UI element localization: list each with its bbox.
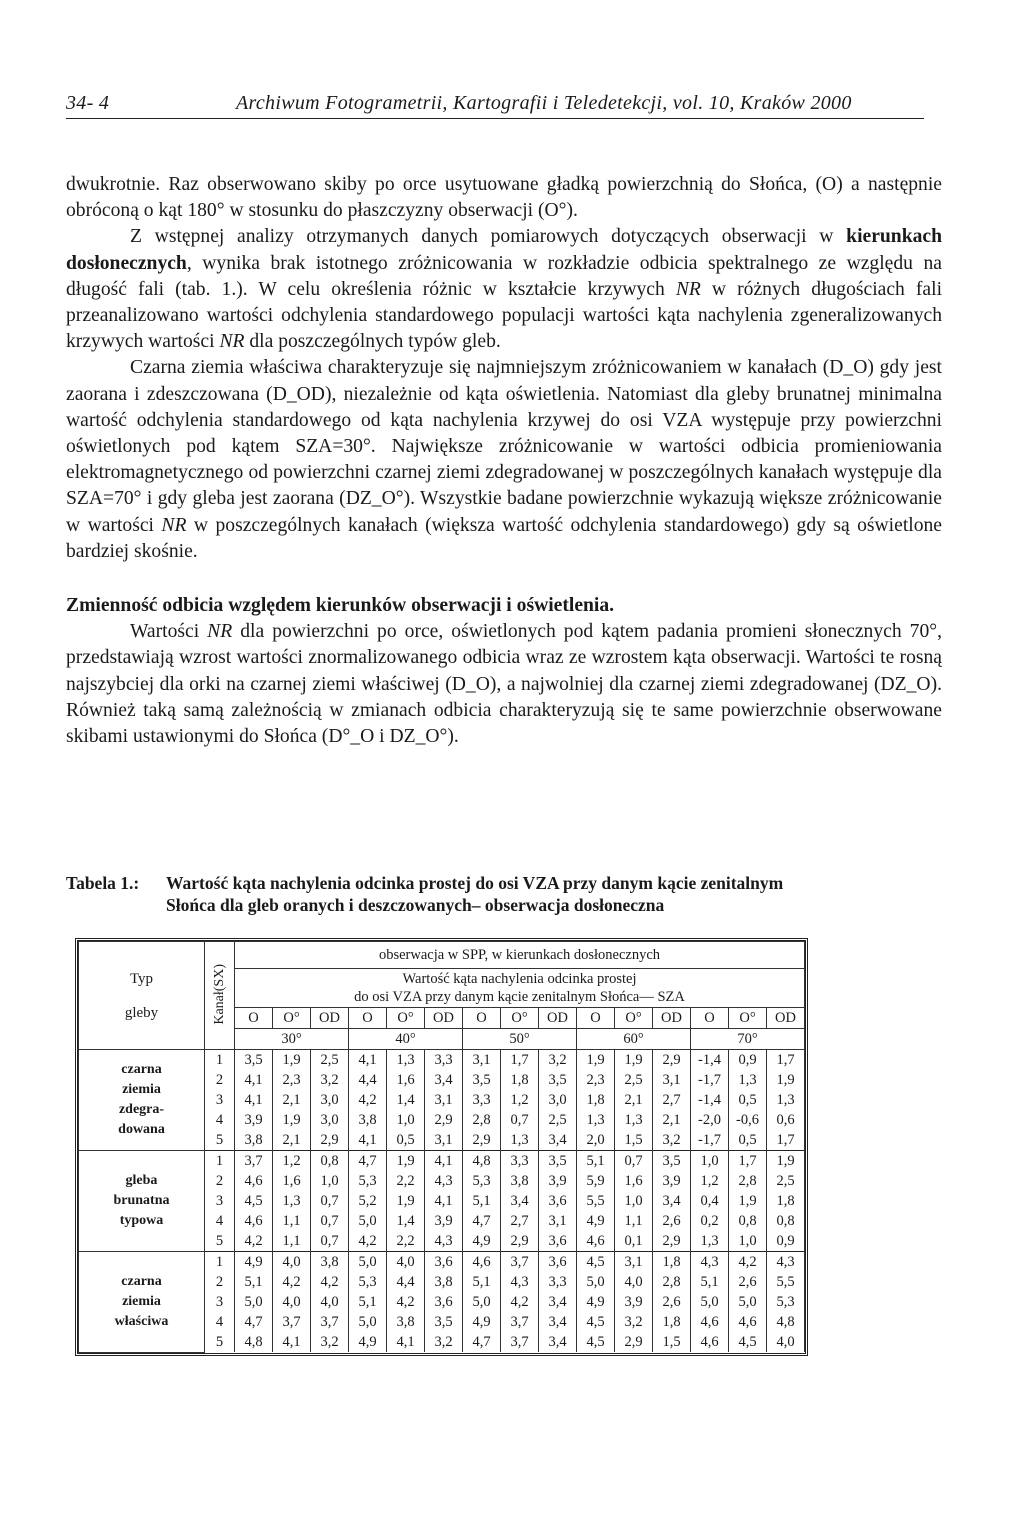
soil-type-line: dowana	[118, 1122, 165, 1137]
kanal-header: Kanał(SX)	[205, 942, 235, 1050]
value-cell: 1,9	[577, 1050, 615, 1071]
value-cell: 1,0	[615, 1191, 653, 1211]
soil-type-cell	[79, 1050, 205, 1151]
value-cell: 1,4	[387, 1090, 425, 1110]
value-cell: 4,9	[349, 1332, 387, 1352]
value-cell: 4,0	[767, 1332, 805, 1352]
value-cell: 2,8	[653, 1272, 691, 1292]
value-cell: 1,0	[691, 1151, 729, 1172]
value-cell: 0,7	[311, 1211, 349, 1231]
value-cell: 1,3	[615, 1110, 653, 1130]
value-cell: 0,7	[615, 1151, 653, 1172]
value-cell: 3,3	[501, 1151, 539, 1172]
value-cell: 4,6	[463, 1252, 501, 1273]
column-label: O°	[729, 1008, 767, 1029]
value-cell: 4,5	[577, 1312, 615, 1332]
value-cell: 4,6	[691, 1332, 729, 1352]
value-cell: 4,5	[729, 1332, 767, 1352]
value-cell: 3,8	[387, 1312, 425, 1332]
soil-type-line: czarna	[121, 1273, 162, 1289]
channel-cell: 4	[205, 1110, 235, 1130]
soil-type-line: właściwa	[114, 1313, 169, 1329]
value-cell: 4,6	[235, 1211, 273, 1231]
value-cell: 1,6	[273, 1171, 311, 1191]
column-label: O	[349, 1008, 387, 1029]
value-cell: 3,4	[539, 1130, 577, 1151]
channel-cell: 4	[205, 1211, 235, 1231]
value-cell: 5,0	[729, 1292, 767, 1312]
value-cell: 3,1	[539, 1211, 577, 1231]
soil-type-line: ziemia	[122, 1293, 161, 1309]
value-cell: 1,1	[273, 1211, 311, 1231]
value-cell: 3,1	[425, 1090, 463, 1110]
value-cell: 2,9	[653, 1231, 691, 1252]
value-cell: 5,0	[349, 1211, 387, 1231]
value-cell: 5,0	[349, 1252, 387, 1273]
value-cell: 3,4	[425, 1070, 463, 1090]
value-cell: 2,7	[653, 1090, 691, 1110]
value-cell: 4,1	[349, 1130, 387, 1151]
value-cell: 3,0	[311, 1090, 349, 1110]
channel-cell: 4	[205, 1312, 235, 1332]
value-cell: 2,6	[653, 1211, 691, 1231]
value-cell: 2,2	[387, 1171, 425, 1191]
value-cell: 4,3	[425, 1171, 463, 1191]
value-cell: 3,3	[539, 1272, 577, 1292]
value-cell: 5,0	[691, 1292, 729, 1312]
value-cell: 5,1	[463, 1272, 501, 1292]
channel-cell: 2	[205, 1272, 235, 1292]
value-cell: -2,0	[691, 1110, 729, 1130]
value-cell: 0,5	[729, 1090, 767, 1110]
value-cell: 3,7	[273, 1312, 311, 1332]
value-cell: 1,0	[387, 1110, 425, 1130]
value-cell: 1,9	[273, 1110, 311, 1130]
value-cell: 1,1	[615, 1211, 653, 1231]
paragraph: Z wstępnej analizy otrzymanych danych pomiarowych dotyczących obserwacji w kierunkach dosłonecznych, wynika brak istotnego zróżnicowania w rozkładzie odbicia spektralnego ze względu na długość fali (tab. 1.). W celu określenia różnic w kształcie krzywych NR w różnych długościach fali przeanalizowano wartości odchylenia standardowego populacji wartości kąta nachylenia zgeneralizowanych krzywych wartości NR dla poszczególnych typów gleb.	[66, 226, 943, 353]
value-cell: 5,5	[577, 1191, 615, 1211]
value-cell: 4,3	[501, 1272, 539, 1292]
value-cell: 5,3	[349, 1171, 387, 1191]
value-cell: 1,2	[501, 1090, 539, 1110]
value-cell: 4,3	[691, 1252, 729, 1273]
value-cell: 4,0	[311, 1292, 349, 1312]
value-cell: 4,9	[235, 1252, 273, 1273]
soil-type-line: brunatna	[113, 1193, 170, 1208]
value-cell: 1,7	[501, 1050, 539, 1071]
value-cell: 5,9	[577, 1171, 615, 1191]
value-cell: 4,5	[235, 1191, 273, 1211]
channel-cell: 3	[205, 1090, 235, 1110]
value-cell: 3,6	[539, 1252, 577, 1273]
channel-cell: 5	[205, 1130, 235, 1151]
value-cell: 1,7	[729, 1151, 767, 1172]
channel-cell: 3	[205, 1292, 235, 1312]
value-cell: 3,9	[235, 1110, 273, 1130]
value-cell: 4,6	[729, 1312, 767, 1332]
channel-cell: 1	[205, 1252, 235, 1273]
value-cell: 4,0	[273, 1252, 311, 1273]
top-header: obserwacja w SPP, w kierunkach dosłonecznych	[235, 942, 805, 969]
body-text	[66, 172, 942, 750]
channel-cell: 2	[205, 1171, 235, 1191]
caption-line: Słońca dla gleb oranych i deszczowanych– obserwacja dosłoneczna	[166, 895, 665, 915]
value-cell: 4,9	[463, 1231, 501, 1252]
column-label: OD	[653, 1008, 691, 1029]
value-cell: 0,7	[311, 1231, 349, 1252]
value-cell: 4,2	[349, 1090, 387, 1110]
value-cell: 2,8	[463, 1110, 501, 1130]
value-cell: 4,1	[235, 1090, 273, 1110]
data-table-frame	[75, 938, 808, 1356]
value-cell: 3,4	[539, 1312, 577, 1332]
value-cell: 5,0	[463, 1292, 501, 1312]
value-cell: 1,8	[653, 1312, 691, 1332]
value-cell: 1,3	[729, 1070, 767, 1090]
angle-label: 70°	[691, 1029, 805, 1050]
value-cell: 1,5	[653, 1332, 691, 1352]
value-cell: 4,3	[767, 1252, 805, 1273]
value-cell: 3,5	[539, 1070, 577, 1090]
channel-cell: 5	[205, 1231, 235, 1252]
value-cell: 4,2	[273, 1272, 311, 1292]
soil-type-line: typowa	[119, 1213, 164, 1228]
value-cell: 5,1	[691, 1272, 729, 1292]
value-cell: 4,7	[235, 1312, 273, 1332]
value-cell: 3,6	[539, 1231, 577, 1252]
value-cell: 1,9	[273, 1050, 311, 1071]
value-cell: 1,9	[767, 1151, 805, 1172]
value-cell: 5,1	[463, 1191, 501, 1211]
value-cell: 4,7	[463, 1332, 501, 1352]
soil-type-line: gleba	[125, 1173, 158, 1188]
value-cell: 0,2	[691, 1211, 729, 1231]
column-label: O	[463, 1008, 501, 1029]
angle-label: 50°	[463, 1029, 577, 1050]
paragraph: dwukrotnie. Raz obserwowano skiby po orce usytuowane gładką powierzchnią do Słońca, (O) a następnie obróconą o kąt 180° w stosunku do płaszczyzny obserwacji (O°).	[66, 174, 942, 222]
value-cell: 2,5	[767, 1171, 805, 1191]
value-cell: 0,7	[311, 1191, 349, 1211]
paragraph: Wartości NR dla powierzchni po orce, oświetlonych pod kątem padania promieni słonecznych 70°, przedstawiają wzrost wartości znormalizowanego odbicia wraz ze wzrostem kąta obserwacji. Wartości te rosną najszybciej dla orki na czarnej ziemi właściwej (D_O), a najwolniej dla czarnej ziemi zdegradowanej (DZ_O). Również taką samą zależnością w zmianach odbicia charakteryzują się te same powierzchnie obserwowane skibami ustawionymi do Słońca (D°_O i DZ_O°).	[66, 621, 942, 748]
value-cell: 3,8	[425, 1272, 463, 1292]
value-cell: 1,5	[615, 1130, 653, 1151]
value-cell: 4,2	[501, 1292, 539, 1312]
value-cell: 2,1	[273, 1090, 311, 1110]
value-cell: 1,9	[767, 1070, 805, 1090]
soil-type-cell	[79, 1252, 205, 1353]
value-cell: 3,4	[653, 1191, 691, 1211]
value-cell: 4,7	[349, 1151, 387, 1172]
value-cell: 3,9	[615, 1292, 653, 1312]
value-cell: 3,7	[501, 1332, 539, 1352]
value-cell: 4,2	[235, 1231, 273, 1252]
table-row	[79, 1151, 805, 1172]
column-label: O°	[273, 1008, 311, 1029]
value-cell: 4,3	[425, 1231, 463, 1252]
paragraph: Czarna ziemia właściwa charakteryzuje się najmniejszym zróżnicowaniem w kanałach (D_O) gdy jest zaorana i zdeszczowana (D_OD), niezależnie od kąta oświetlenia. Natomiast dla gleby brunatnej minimalna wartość odchylenia standardowego od kąta nachylenia krzywej do osi VZA występuje przy powierzchni oświetlonych pod kątem SZA=30°. Największe zróżnicowanie w wartości odbicia promieniowania elektromagnetycznego od powierzchni czarnej ziemi zdegradowanej w poszczególnych kanałach występuje dla SZA=70° i gdy gleba jest zaorana (DZ_O°). Wszystkie badane powierzchnie wykazują większe zróżnicowanie w wartości NR w poszczególnych kanałach (większa wartość odchylenia standardowego) gdy są oświetlone bardziej skośnie.	[66, 357, 942, 562]
value-cell: 5,0	[349, 1312, 387, 1332]
value-cell: 0,8	[767, 1211, 805, 1231]
value-cell: 3,2	[615, 1312, 653, 1332]
value-cell: 2,9	[653, 1050, 691, 1071]
column-label: O	[691, 1008, 729, 1029]
value-cell: 3,0	[311, 1110, 349, 1130]
value-cell: 3,2	[425, 1332, 463, 1352]
value-cell: 3,7	[501, 1252, 539, 1273]
value-cell: 4,1	[235, 1070, 273, 1090]
value-cell: 2,5	[311, 1050, 349, 1071]
value-cell: 1,9	[387, 1191, 425, 1211]
value-cell: 2,6	[729, 1272, 767, 1292]
value-cell: 1,6	[615, 1171, 653, 1191]
value-cell: 1,0	[729, 1231, 767, 1252]
soil-type-line: ziemia	[122, 1082, 161, 1097]
value-cell: 5,5	[767, 1272, 805, 1292]
value-cell: 4,4	[387, 1272, 425, 1292]
value-cell: 1,3	[273, 1191, 311, 1211]
journal-title: Archiwum Fotogrametrii, Kartografii i Teledetekcji, vol. 10, Kraków 2000	[236, 92, 852, 114]
value-cell: 3,1	[463, 1050, 501, 1071]
value-cell: 2,2	[387, 1231, 425, 1252]
value-cell: 4,2	[349, 1231, 387, 1252]
value-cell: 5,1	[235, 1272, 273, 1292]
value-cell: 3,4	[539, 1292, 577, 1312]
value-cell: 3,8	[349, 1110, 387, 1130]
value-cell: 3,4	[539, 1332, 577, 1352]
value-cell: 4,8	[767, 1312, 805, 1332]
value-cell: 5,3	[349, 1272, 387, 1292]
value-cell: 3,8	[235, 1130, 273, 1151]
value-cell: 1,8	[501, 1070, 539, 1090]
value-cell: 3,6	[425, 1252, 463, 1273]
value-cell: 3,3	[425, 1050, 463, 1071]
value-cell: 4,1	[425, 1191, 463, 1211]
value-cell: 4,2	[387, 1292, 425, 1312]
value-cell: 0,9	[729, 1050, 767, 1071]
value-cell: 3,4	[501, 1191, 539, 1211]
value-cell: 1,9	[615, 1050, 653, 1071]
value-cell: 5,0	[577, 1272, 615, 1292]
value-cell: 1,2	[691, 1171, 729, 1191]
value-cell: 4,4	[349, 1070, 387, 1090]
value-cell: 5,2	[349, 1191, 387, 1211]
value-cell: 2,3	[273, 1070, 311, 1090]
value-cell: 4,2	[729, 1252, 767, 1273]
column-label: OD	[425, 1008, 463, 1029]
value-cell: 4,0	[273, 1292, 311, 1312]
value-cell: 1,3	[387, 1050, 425, 1071]
value-cell: 4,9	[463, 1312, 501, 1332]
value-cell: 4,8	[235, 1332, 273, 1352]
value-cell: 4,1	[387, 1332, 425, 1352]
section-title: Zmienność odbicia względem kierunków obserwacji i oświetlenia.	[66, 595, 615, 617]
value-cell: 3,0	[539, 1090, 577, 1110]
channel-cell: 3	[205, 1191, 235, 1211]
value-cell: 3,8	[501, 1171, 539, 1191]
value-cell: 5,3	[463, 1171, 501, 1191]
value-cell: 2,8	[729, 1171, 767, 1191]
angle-label: 40°	[349, 1029, 463, 1050]
value-cell: 3,7	[235, 1151, 273, 1172]
column-label: OD	[539, 1008, 577, 1029]
value-cell: 0,7	[501, 1110, 539, 1130]
value-cell: 5,3	[767, 1292, 805, 1312]
value-cell: 3,1	[425, 1130, 463, 1151]
value-cell: 3,1	[615, 1252, 653, 1273]
value-cell: 1,3	[691, 1231, 729, 1252]
column-label: O°	[387, 1008, 425, 1029]
value-cell: 3,9	[425, 1211, 463, 1231]
value-cell: 3,9	[653, 1171, 691, 1191]
column-label: OD	[767, 1008, 805, 1029]
value-cell: 2,5	[615, 1070, 653, 1090]
value-cell: 3,2	[653, 1130, 691, 1151]
sub-header: Wartość kąta nachylenia odcinka prostej do osi VZA przy danym kącie zenitalnym Słońca— SZA	[235, 969, 805, 1008]
caption-line: Wartość kąta nachylenia odcinka prostej do osi VZA przy danym kącie zenitalnym	[166, 873, 784, 893]
value-cell: 1,3	[501, 1130, 539, 1151]
channel-cell: 1	[205, 1151, 235, 1172]
value-cell: 0,8	[729, 1211, 767, 1231]
value-cell: 3,5	[539, 1151, 577, 1172]
running-header	[66, 92, 924, 119]
column-label: OD	[311, 1008, 349, 1029]
value-cell: 4,8	[463, 1151, 501, 1172]
soil-type-line: czarna	[121, 1062, 162, 1077]
value-cell: 1,1	[273, 1231, 311, 1252]
soil-type-line: zdegra-	[118, 1102, 165, 1117]
value-cell: 4,7	[463, 1211, 501, 1231]
value-cell: 2,0	[577, 1130, 615, 1151]
column-label: O°	[615, 1008, 653, 1029]
channel-cell: 5	[205, 1332, 235, 1352]
value-cell: 3,5	[425, 1312, 463, 1332]
value-cell: 3,7	[311, 1312, 349, 1332]
value-cell: 1,0	[311, 1171, 349, 1191]
column-label: O	[235, 1008, 273, 1029]
value-cell: 2,1	[615, 1090, 653, 1110]
value-cell: 2,9	[501, 1231, 539, 1252]
value-cell: 1,2	[273, 1151, 311, 1172]
table-caption	[66, 872, 944, 916]
soil-type-cell	[79, 1151, 205, 1252]
value-cell: 2,5	[539, 1110, 577, 1130]
value-cell: 3,5	[463, 1070, 501, 1090]
value-cell: 5,0	[235, 1292, 273, 1312]
value-cell: 3,2	[311, 1332, 349, 1352]
value-cell: 3,5	[653, 1151, 691, 1172]
value-cell: 4,1	[273, 1332, 311, 1352]
value-cell: 4,1	[349, 1050, 387, 1071]
value-cell: 3,5	[235, 1050, 273, 1071]
value-cell: 2,9	[425, 1110, 463, 1130]
value-cell: 4,5	[577, 1332, 615, 1352]
value-cell: 3,9	[539, 1171, 577, 1191]
value-cell: 0,4	[691, 1191, 729, 1211]
value-cell: 1,7	[767, 1130, 805, 1151]
value-cell: 1,8	[653, 1252, 691, 1273]
table-label: Tabela 1.:	[66, 873, 140, 893]
angle-label: 60°	[577, 1029, 691, 1050]
page-number: 34- 4	[66, 92, 110, 114]
value-cell: 1,3	[767, 1090, 805, 1110]
value-cell: 4,9	[577, 1292, 615, 1312]
value-cell: 4,1	[425, 1151, 463, 1172]
value-cell: -0,6	[729, 1110, 767, 1130]
value-cell: -1,7	[691, 1070, 729, 1090]
value-cell: 4,6	[691, 1312, 729, 1332]
value-cell: 3,6	[425, 1292, 463, 1312]
value-cell: 4,6	[577, 1231, 615, 1252]
value-cell: 0,5	[729, 1130, 767, 1151]
typ-header: Typ gleby	[79, 942, 205, 1050]
value-cell: 1,9	[387, 1151, 425, 1172]
value-cell: 3,8	[311, 1252, 349, 1273]
value-cell: 1,8	[577, 1090, 615, 1110]
value-cell: 2,9	[311, 1130, 349, 1151]
value-cell: 2,1	[273, 1130, 311, 1151]
value-cell: 4,6	[235, 1171, 273, 1191]
value-cell: 3,3	[463, 1090, 501, 1110]
value-cell: 1,7	[767, 1050, 805, 1071]
value-cell: 3,7	[501, 1312, 539, 1332]
value-cell: 1,3	[577, 1110, 615, 1130]
value-cell: 2,7	[501, 1211, 539, 1231]
angle-label: 30°	[235, 1029, 349, 1050]
value-cell: 3,2	[311, 1070, 349, 1090]
value-cell: 4,0	[387, 1252, 425, 1273]
column-label: O°	[501, 1008, 539, 1029]
value-cell: 3,6	[539, 1191, 577, 1211]
value-cell: -1,4	[691, 1090, 729, 1110]
value-cell: 2,9	[463, 1130, 501, 1151]
channel-cell: 1	[205, 1050, 235, 1071]
value-cell: 1,8	[767, 1191, 805, 1211]
value-cell: 4,5	[577, 1252, 615, 1273]
value-cell: 4,0	[615, 1272, 653, 1292]
value-cell: 0,6	[767, 1110, 805, 1130]
value-cell: 0,8	[311, 1151, 349, 1172]
value-cell: 0,1	[615, 1231, 653, 1252]
value-cell: -1,4	[691, 1050, 729, 1071]
value-cell: 4,9	[577, 1211, 615, 1231]
channel-cell: 2	[205, 1070, 235, 1090]
value-cell: -1,7	[691, 1130, 729, 1151]
value-cell: 2,9	[615, 1332, 653, 1352]
value-cell: 4,2	[311, 1272, 349, 1292]
value-cell: 1,9	[729, 1191, 767, 1211]
value-cell: 1,6	[387, 1070, 425, 1090]
value-cell: 1,4	[387, 1211, 425, 1231]
value-cell: 5,1	[349, 1292, 387, 1312]
value-cell: 2,3	[577, 1070, 615, 1090]
table-row	[79, 1050, 805, 1071]
value-cell: 3,1	[653, 1070, 691, 1090]
value-cell: 5,1	[577, 1151, 615, 1172]
value-cell: 3,2	[539, 1050, 577, 1071]
column-label: O	[577, 1008, 615, 1029]
data-table	[78, 941, 805, 1353]
value-cell: 0,9	[767, 1231, 805, 1252]
value-cell: 0,5	[387, 1130, 425, 1151]
table-row	[79, 1252, 805, 1273]
value-cell: 2,1	[653, 1110, 691, 1130]
value-cell: 2,6	[653, 1292, 691, 1312]
